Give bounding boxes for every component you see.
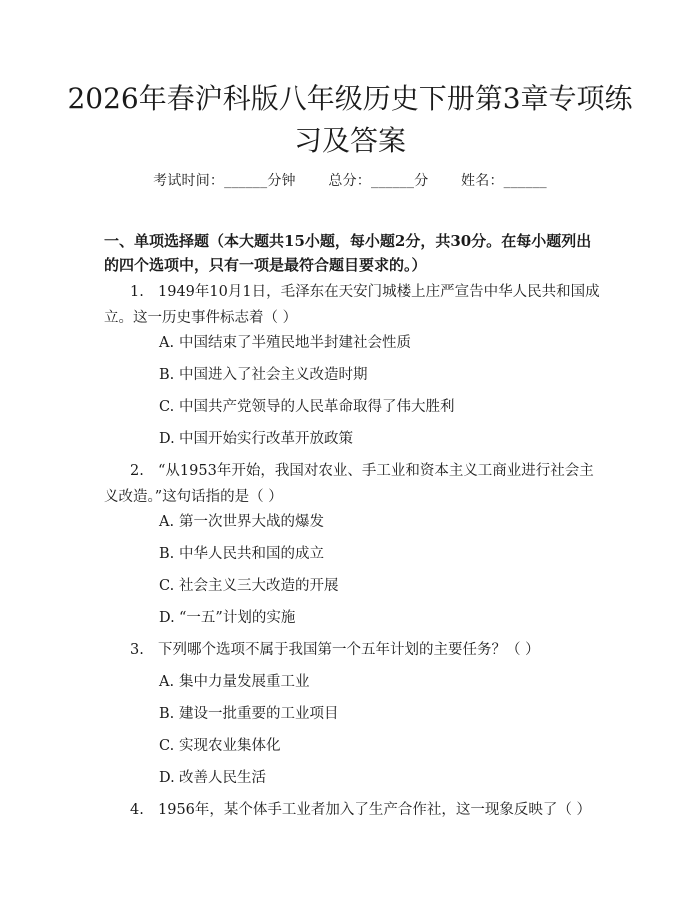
- option-letter: A.: [159, 335, 175, 351]
- option-text: 实现农业集体化: [179, 738, 281, 754]
- option-text: 改善人民生活: [179, 770, 266, 786]
- option-letter: D.: [159, 610, 175, 626]
- option-text: 第一次世界大战的爆发: [179, 514, 324, 530]
- option-1d: [159, 429, 353, 449]
- question-number: 4.: [130, 802, 144, 818]
- option-text: 社会主义三大改造的开展: [179, 578, 339, 594]
- question-1: [104, 279, 604, 331]
- option-letter: A.: [159, 674, 175, 690]
- option-letter: B.: [159, 546, 175, 562]
- option-letter: D.: [159, 431, 175, 447]
- question-number: 3.: [130, 642, 144, 658]
- option-letter: C.: [159, 578, 175, 594]
- question-4: [104, 797, 604, 823]
- option-2c: [159, 576, 339, 596]
- question-number: 1.: [130, 284, 144, 300]
- option-text: 中国开始实行改革开放政策: [179, 431, 353, 447]
- option-text: 集中力量发展重工业: [179, 674, 310, 690]
- question-text: 下列哪个选项不属于我国第一个五年计划的主要任务？（ ）: [158, 642, 540, 658]
- option-1a: [159, 333, 411, 353]
- option-text: 中国结束了半殖民地半封建社会性质: [179, 335, 411, 351]
- option-letter: B.: [159, 367, 175, 383]
- option-letter: D.: [159, 770, 175, 786]
- section-heading: 一、单项选择题（本大题共15小题，每小题2分，共30分。在每小题列出的四个选项中，只有一项是最符合题目要求的。）: [104, 232, 592, 274]
- option-letter: C.: [159, 399, 175, 415]
- option-2b: [159, 544, 324, 564]
- option-text: 中国共产党领导的人民革命取得了伟大胜利: [179, 399, 455, 415]
- question-text: 1949年10月1日，毛泽东在天安门城楼上庄严宣告中华人民共和国成立。这一历史事件标志着（ ）: [104, 284, 600, 326]
- exam-score: 总分：______分: [328, 173, 429, 189]
- question-text: 1956年，某个体手工业者加入了生产合作社，这一现象反映了（ ）: [158, 802, 592, 818]
- question-text: “从1953年开始，我国对农业、手工业和资本主义工商业进行社会主义改造。”这句话指的是（ ）: [104, 463, 594, 505]
- option-text: 建设一批重要的工业项目: [179, 706, 339, 722]
- question-2: [104, 458, 604, 510]
- option-1c: [159, 397, 455, 417]
- exam-meta: [0, 170, 700, 190]
- document-title: 2026年春沪科版八年级历史下册第3章专项练习及答案: [67, 82, 633, 157]
- question-number: 2.: [130, 463, 144, 479]
- question-3: [104, 637, 604, 663]
- option-2a: [159, 512, 324, 532]
- option-letter: B.: [159, 706, 175, 722]
- option-3a: [159, 672, 310, 692]
- option-2d: [159, 608, 295, 628]
- exam-name: 姓名：______: [461, 173, 547, 189]
- option-text: “一五”计划的实施: [179, 610, 296, 626]
- option-text: 中国进入了社会主义改造时期: [179, 367, 368, 383]
- option-letter: A.: [159, 514, 175, 530]
- option-letter: C.: [159, 738, 175, 754]
- option-3c: [159, 736, 281, 756]
- exam-time: 考试时间：______分钟: [153, 173, 296, 189]
- option-3b: [159, 704, 339, 724]
- option-3d: [159, 768, 266, 788]
- option-text: 中华人民共和国的成立: [179, 546, 324, 562]
- option-1b: [159, 365, 368, 385]
